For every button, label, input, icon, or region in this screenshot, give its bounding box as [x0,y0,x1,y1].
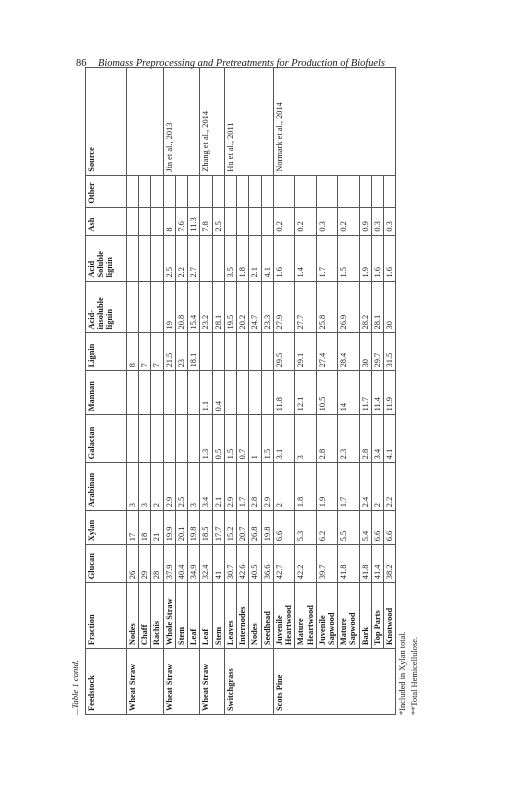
value-cell [249,333,261,371]
value-cell: 2 [273,463,294,511]
source-cell: Normark et al., 2014 [273,68,396,176]
value-cell: 19.8 [188,511,200,545]
value-cell [359,175,371,207]
value-cell [188,175,200,207]
fraction-cell: Stem [212,583,224,649]
value-cell [188,415,200,463]
value-cell: 2.1 [249,235,261,281]
table-body [127,68,396,715]
value-cell: 28.2 [359,281,371,333]
value-cell: 0.3 [371,207,383,235]
value-cell [273,175,294,207]
fraction-cell: Mature Heartwood [295,583,316,649]
value-cell: 11.3 [188,207,200,235]
fraction-cell: Rachis [151,583,163,649]
value-cell: 27.4 [316,333,337,371]
value-cell [249,371,261,415]
value-cell: 42.6 [237,545,249,583]
column-header: Ash [86,207,127,235]
table-row [127,68,139,715]
value-cell [224,207,236,235]
value-cell: 27.9 [273,281,294,333]
value-cell: 1.6 [384,235,396,281]
value-cell: 1.7 [316,235,337,281]
fraction-cell: Nodes [127,583,139,649]
value-cell: 2.8 [359,415,371,463]
value-cell [384,175,396,207]
value-cell: 7 [139,333,151,371]
value-cell: 0.2 [273,207,294,235]
value-cell: 1.5 [338,235,359,281]
value-cell: 2.9 [224,463,236,511]
value-cell [212,333,224,371]
value-cell: 8 [127,333,139,371]
feedstock-cell: Wheat Straw [163,649,200,715]
value-cell: 7 [151,333,163,371]
value-cell: 2.9 [163,463,175,511]
value-cell: 26 [127,545,139,583]
value-cell: 18 [139,511,151,545]
value-cell: 1.1 [200,371,212,415]
table-row [200,68,212,715]
table-row [224,68,236,715]
feedstock-cell: Wheat Straw [200,649,224,715]
value-cell: 1.4 [295,235,316,281]
table-caption: ...Table 1 contd. [70,659,80,715]
value-cell: 40.4 [175,545,187,583]
value-cell: 20.8 [175,281,187,333]
value-cell [151,371,163,415]
value-cell [163,415,175,463]
fraction-cell: Nodes [249,583,261,649]
value-cell: 37.9 [163,545,175,583]
fraction-cell: Whole Straw [163,583,175,649]
fraction-cell: Seedhead [261,583,273,649]
value-cell: 30 [359,333,371,371]
value-cell: 1.7 [338,463,359,511]
value-cell: 23.2 [200,281,212,333]
column-header: Fraction [86,583,127,649]
value-cell [163,371,175,415]
value-cell: 30 [384,281,396,333]
value-cell: 31.5 [384,333,396,371]
value-cell: 1.6 [371,235,383,281]
value-cell [224,333,236,371]
value-cell [139,175,151,207]
value-cell [139,281,151,333]
value-cell [261,333,273,371]
fraction-cell: Bark [359,583,371,649]
value-cell: 1.5 [261,415,273,463]
value-cell: 6.6 [384,511,396,545]
value-cell: 15.4 [188,281,200,333]
value-cell: 23 [175,333,187,371]
value-cell: 1.5 [224,415,236,463]
value-cell: 11.9 [384,371,396,415]
source-cell: Hu et al., 2011 [224,68,273,176]
value-cell [127,175,139,207]
column-header: Galactan [86,415,127,463]
value-cell [139,415,151,463]
value-cell [151,235,163,281]
value-cell [175,371,187,415]
value-cell: 41.4 [371,545,383,583]
value-cell: 8 [163,207,175,235]
value-cell [127,235,139,281]
fraction-cell: Mature Sapwood [338,583,359,649]
value-cell: 18.5 [200,511,212,545]
value-cell: 28.1 [371,281,383,333]
value-cell: 19.9 [163,511,175,545]
footnote-2: **Total Hemicellulose. [410,636,419,715]
fraction-cell: Leaf [200,583,212,649]
column-header: Acid-insoluble lignin [86,281,127,333]
value-cell [316,175,337,207]
value-cell: 15.2 [224,511,236,545]
value-cell: 3 [188,463,200,511]
value-cell [151,207,163,235]
fraction-cell: Stem [175,583,187,649]
value-cell: 1 [249,415,261,463]
value-cell [237,333,249,371]
column-header: Feedstock [86,649,127,715]
value-cell: 19 [163,281,175,333]
fraction-cell: Top Parts [371,583,383,649]
value-cell: 0.4 [212,371,224,415]
value-cell: 3 [295,415,316,463]
value-cell: 3.4 [200,463,212,511]
value-cell: 30.7 [224,545,236,583]
value-cell: 27.7 [295,281,316,333]
value-cell: 21.5 [163,333,175,371]
value-cell: 29.1 [295,333,316,371]
column-header: Acid Soluble lignin [86,235,127,281]
value-cell: 21 [151,511,163,545]
value-cell: 19.8 [261,511,273,545]
value-cell: 34.9 [188,545,200,583]
fraction-cell: Internodes [237,583,249,649]
value-cell: 12.1 [295,371,316,415]
value-cell: 2.2 [175,235,187,281]
value-cell: 20.2 [237,281,249,333]
value-cell: 39.7 [316,545,337,583]
value-cell [127,207,139,235]
value-cell [175,415,187,463]
value-cell: 3.4 [371,415,383,463]
value-cell [139,235,151,281]
table-header-row [86,68,127,715]
feedstock-cell: Wheat Straw [127,649,164,715]
value-cell [237,175,249,207]
value-cell: 2 [151,463,163,511]
value-cell [249,207,261,235]
value-cell: 3.1 [273,415,294,463]
value-cell: 5.4 [359,511,371,545]
value-cell: 14 [338,371,359,415]
value-cell: 0.2 [338,207,359,235]
value-cell: 0.2 [295,207,316,235]
value-cell: 0.3 [384,207,396,235]
value-cell [139,207,151,235]
value-cell: 29.5 [273,333,294,371]
fraction-cell: Leaf [188,583,200,649]
value-cell [127,281,139,333]
value-cell: 1.7 [237,463,249,511]
value-cell [224,175,236,207]
value-cell: 2.4 [359,463,371,511]
value-cell: 40.5 [249,545,261,583]
value-cell: 36.6 [261,545,273,583]
value-cell [151,281,163,333]
value-cell [200,175,212,207]
value-cell: 28.4 [338,333,359,371]
value-cell: 23.3 [261,281,273,333]
feedstock-cell: Scots Pine [273,649,396,715]
fraction-cell: Leaves [224,583,236,649]
value-cell: 29.7 [371,333,383,371]
value-cell: 7.6 [175,207,187,235]
value-cell [188,371,200,415]
value-cell: 2.2 [384,463,396,511]
value-cell: 3.5 [224,235,236,281]
value-cell: 26.9 [338,281,359,333]
column-header: Mannan [86,371,127,415]
page-number: 86 [76,58,87,69]
value-cell [338,175,359,207]
running-title: Biomass Preprocessing and Pretreatments for Production of Biofuels [98,58,385,69]
value-cell [151,415,163,463]
value-cell [261,175,273,207]
value-cell [261,371,273,415]
value-cell: 42.7 [273,545,294,583]
value-cell: 2.8 [316,415,337,463]
value-cell: 7.8 [200,207,212,235]
source-cell [127,68,164,176]
value-cell [127,371,139,415]
value-cell: 6.6 [371,511,383,545]
value-cell: 25.8 [316,281,337,333]
value-cell [139,371,151,415]
value-cell: 17 [127,511,139,545]
value-cell: 18.1 [188,333,200,371]
value-cell: 0.7 [237,415,249,463]
value-cell: 38.2 [384,545,396,583]
value-cell: 41.8 [338,545,359,583]
column-header: Xylan [86,511,127,545]
value-cell: 28 [151,545,163,583]
value-cell: 41 [212,545,224,583]
value-cell [127,415,139,463]
value-cell: 0.9 [359,207,371,235]
value-cell: 19.5 [224,281,236,333]
value-cell: 4.1 [261,235,273,281]
value-cell: 0.3 [316,207,337,235]
column-header: Source [86,68,127,176]
value-cell: 42.2 [295,545,316,583]
value-cell: 2.9 [261,463,273,511]
value-cell: 1.8 [295,463,316,511]
value-cell: 3 [139,463,151,511]
column-header: Arabinan [86,463,127,511]
value-cell [175,175,187,207]
source-cell: Jin et al., 2013 [163,68,200,176]
fraction-cell: Knotwood [384,583,396,649]
value-cell: 1.8 [237,235,249,281]
value-cell: 17.7 [212,511,224,545]
value-cell: 2.3 [338,415,359,463]
fraction-cell: Juvenile Sapwood [316,583,337,649]
value-cell: 2.5 [212,207,224,235]
value-cell: 3 [127,463,139,511]
value-cell: 6.6 [273,511,294,545]
value-cell [151,175,163,207]
value-cell: 32.4 [200,545,212,583]
value-cell: 6.2 [316,511,337,545]
value-cell: 1.9 [359,235,371,281]
value-cell [249,175,261,207]
value-cell: 26.8 [249,511,261,545]
value-cell: 2.5 [163,235,175,281]
value-cell: 1.9 [316,463,337,511]
value-cell [163,175,175,207]
value-cell: 2.5 [175,463,187,511]
source-cell: Zhang et al., 2014 [200,68,224,176]
value-cell: 2.8 [249,463,261,511]
value-cell: 1.6 [273,235,294,281]
value-cell: 2.1 [212,463,224,511]
value-cell: 11.7 [359,371,371,415]
value-cell: 2.7 [188,235,200,281]
value-cell: 10.5 [316,371,337,415]
rotated-table-block [70,67,435,715]
value-cell [261,207,273,235]
value-cell: 29 [139,545,151,583]
value-cell [212,235,224,281]
table-row [273,68,294,715]
table-row [163,68,175,715]
column-header: Glucan [86,545,127,583]
value-cell: 20.1 [175,511,187,545]
value-cell [224,371,236,415]
value-cell: 11.8 [273,371,294,415]
value-cell [212,175,224,207]
value-cell: 11.4 [371,371,383,415]
value-cell: 5.3 [295,511,316,545]
column-header: Lignin [86,333,127,371]
value-cell: 4.1 [384,415,396,463]
value-cell [200,333,212,371]
value-cell: 24.7 [249,281,261,333]
fraction-cell: Chaff [139,583,151,649]
value-cell [371,175,383,207]
value-cell: 20.7 [237,511,249,545]
value-cell: 0.5 [212,415,224,463]
value-cell: 5.5 [338,511,359,545]
column-header: Other [86,175,127,207]
value-cell [200,235,212,281]
value-cell: 28.1 [212,281,224,333]
composition-table [85,67,396,715]
value-cell: 1.3 [200,415,212,463]
value-cell [237,371,249,415]
footnote-1: *Included in Xylan total. [398,631,407,715]
value-cell [237,207,249,235]
fraction-cell: Juvenile Heartwood [273,583,294,649]
value-cell: 2 [371,463,383,511]
value-cell: 41.8 [359,545,371,583]
feedstock-cell: Switchgrass [224,649,273,715]
value-cell [295,175,316,207]
